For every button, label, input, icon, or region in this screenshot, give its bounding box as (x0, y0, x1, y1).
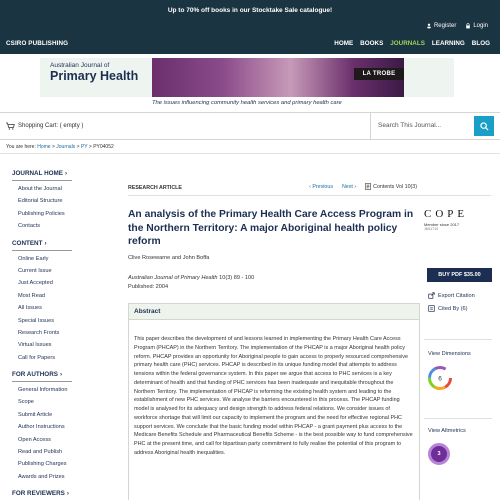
promo-banner[interactable] (0, 0, 500, 20)
document-icon (365, 183, 371, 190)
sidebar-head-for-reviewers[interactable]: FOR REVIEWERS › (12, 490, 72, 500)
journal-citation (128, 275, 254, 281)
sidebar-item[interactable]: Publishing Charges (18, 461, 67, 468)
sidebar-item[interactable]: Awards and Prizes (18, 473, 65, 480)
export-icon (428, 292, 435, 299)
sidebar-item[interactable]: All Issues (18, 305, 42, 312)
main-nav (334, 40, 490, 47)
register-link[interactable]: Register (426, 23, 456, 29)
search-icon (480, 122, 489, 131)
altmetric-score: 3 (437, 451, 441, 457)
journal-banner-area (0, 54, 500, 112)
abstract-heading: Abstract (129, 304, 419, 320)
account-links (426, 23, 488, 29)
buy-pdf-button[interactable]: BUY PDF $35.00 (427, 268, 492, 282)
sidebar-head-journal-home[interactable]: JOURNAL HOME › (12, 170, 72, 181)
banner-title: Australian Journal of Primary Health (50, 62, 139, 83)
journal-banner[interactable] (40, 58, 454, 97)
sidebar-item[interactable]: About the Journal (18, 186, 62, 192)
sidebar-item[interactable]: Just Accepted (18, 280, 53, 287)
cope-id: JM11710 (424, 227, 439, 231)
sidebar-for-reviewers (0, 490, 115, 500)
breadcrumb: You are here: Home > Journals > PY > PY04052 (6, 144, 114, 150)
journal-name[interactable]: Australian Journal of Primary Health (128, 275, 218, 281)
nav-home[interactable]: HOME (334, 40, 354, 47)
breadcrumb-py[interactable]: PY (80, 144, 88, 150)
sidebar (0, 170, 115, 500)
dimensions-count: 6 (438, 375, 442, 383)
breadcrumb-current: PY04052 (93, 144, 114, 150)
altmetric-badge[interactable] (428, 443, 450, 465)
sidebar-content (0, 240, 115, 365)
next-link[interactable]: Next › (341, 183, 357, 190)
contents-link[interactable]: Contents Vol 10(3) (365, 183, 417, 190)
chevron-right-icon: › (44, 239, 47, 247)
sidebar-item[interactable]: Current Issue (18, 267, 52, 274)
sidebar-item[interactable]: Online Early (18, 255, 49, 262)
sidebar-head-for-authors[interactable]: FOR AUTHORS › (12, 371, 72, 382)
top-bar (0, 20, 500, 54)
sidebar-item[interactable]: Read and Publish (18, 449, 63, 456)
sidebar-head-content[interactable]: CONTENT › (12, 240, 72, 251)
user-plus-icon (426, 23, 432, 29)
chevron-right-icon: › (66, 490, 69, 498)
nav-learning[interactable]: LEARNING (431, 40, 465, 47)
sidebar-item[interactable]: Call for Papers (18, 354, 55, 361)
cited-by-link[interactable]: Cited By (6) (428, 305, 468, 312)
previous-link[interactable]: ‹ Previous (309, 183, 333, 190)
sidebar-item[interactable]: General Information (18, 387, 68, 394)
shopping-cart[interactable]: Shopping Cart: ( empty ) (6, 122, 83, 130)
article-authors[interactable]: Clive Rosewarne and John Boffa (128, 255, 210, 261)
banner-image (152, 58, 404, 97)
journal-ref: 10(3) 89 - 100 (219, 275, 255, 281)
article-type-label: RESEARCH ARTICLE (128, 185, 182, 191)
sidebar-item[interactable]: Editorial Structure (18, 198, 63, 205)
chevron-right-icon: › (59, 371, 63, 379)
view-dimensions-label[interactable]: View Dimensions (428, 351, 471, 357)
citation-icon (428, 305, 435, 312)
chevron-right-icon: › (64, 170, 68, 177)
breadcrumb-home[interactable]: Home (37, 144, 51, 150)
search-button[interactable] (474, 116, 494, 136)
sidebar-item[interactable]: Virtual Issues (18, 342, 52, 349)
sidebar-item[interactable]: Submit Article (18, 411, 53, 418)
article-title: An analysis of the Primary Health Care Access Program in the Northern Territory: A major Aboriginal health policy reform (128, 209, 414, 247)
article-nav (309, 183, 417, 190)
lock-icon (465, 23, 471, 29)
journal-tagline: The issues influencing community health services and primary health care (152, 100, 342, 106)
cope-badge[interactable] (424, 208, 470, 231)
sidebar-item[interactable]: Most Read (18, 292, 46, 299)
sidebar-item[interactable]: Author Instructions (18, 424, 65, 431)
export-citation-link[interactable]: Export Citation (428, 292, 475, 299)
cope-member: Member since 2017 (424, 222, 460, 227)
cope-logo: C O P E (424, 208, 466, 220)
sidebar-for-authors (0, 371, 115, 483)
sidebar-item[interactable]: Publishing Policies (18, 210, 65, 217)
promo-text[interactable]: Up to 70% off books in our Stocktake Sale catalogue! (167, 6, 333, 14)
sidebar-item[interactable]: Scope (18, 399, 34, 406)
view-altmetrics-label[interactable]: View Altmetrics (428, 428, 466, 434)
nav-journals[interactable]: JOURNALS (390, 40, 425, 47)
sidebar-item[interactable]: Open Access (18, 436, 51, 443)
latrobe-logo: LA TROBE (354, 68, 404, 80)
site-brand[interactable]: CSIRO PUBLISHING (6, 40, 69, 47)
published-date: Published: 2004 (128, 284, 169, 290)
sidebar-journal-home (0, 170, 115, 233)
search-row (0, 112, 500, 140)
breadcrumb-journals[interactable]: Journals (56, 144, 76, 150)
sidebar-item[interactable]: Research Fronts (18, 329, 60, 336)
sidebar-item[interactable]: Contacts (18, 223, 41, 230)
login-link[interactable]: Login (465, 23, 488, 29)
search-input[interactable]: Search This Journal... (370, 113, 474, 139)
nav-books[interactable]: BOOKS (360, 40, 384, 47)
cart-icon (6, 122, 15, 130)
dimensions-badge[interactable] (428, 366, 452, 390)
nav-blog[interactable]: BLOG (471, 40, 490, 47)
chevron-left-icon: ‹ (309, 183, 313, 190)
chevron-right-icon: › (352, 183, 357, 190)
abstract-text: This paper describes the development of and lessons learned in implementing the Primary Health Care Access Program (PHCAP) in the Northern Territory. The implementation of the PHCAP is a major Aboriginal health policy reform. PHCAP provides an opportunity for Aboriginal people to gain access to properly resourced comprehensive primary health care (PHC) services. PHCAP is described in its unique funding model that attempts to address tensions within the federal governance system. In this paper we argue that access to PHC services is a key determinant of health and that funding of PHC services has been inadequate and inequitable throughout the Northern Territory. The implementation of PHCAP is reforming the existing health system and leading to the establishment of new PHC services. We analyse the barriers encountered in this process. The PHCAP funding model is analysed for its adequacy and design strength to address federal relations. We consider issues of workforce shortage that will limit our capacity to implement the program and the need for effective regional PHC support services. We conclude that the basic funding model within PHCAP - a grant payment plus access to the Medicare Benefits Schedule and Pharmaceutical Benefits Scheme - is the best possible way to fund comprehensive PHC at the present time, and call for bipartisan party commitment to fully realise the potential of this program to address Aboriginal health inequalities. (134, 336, 413, 456)
abstract-panel (128, 303, 420, 500)
sidebar-item[interactable]: Special Issues (18, 317, 55, 324)
article-meta-bar (128, 182, 417, 194)
